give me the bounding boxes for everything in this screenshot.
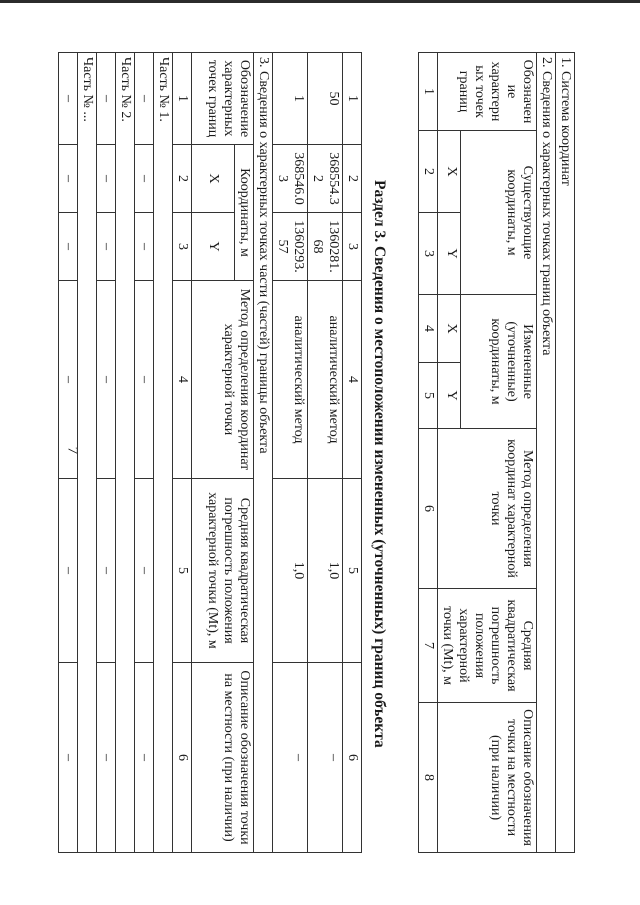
coord-x: 368546.03	[273, 145, 308, 213]
coord-y: 1360281.68	[308, 213, 343, 281]
point-id: 1	[273, 53, 308, 145]
col-number: 3	[343, 213, 362, 281]
cell: –	[59, 479, 78, 663]
cell: –	[135, 145, 154, 213]
table-caption-row	[556, 53, 575, 853]
cell: –	[59, 281, 78, 479]
col-number: 1	[419, 53, 438, 131]
header-x: X	[438, 295, 461, 363]
col-number: 4	[343, 281, 362, 479]
header-method: Метод определения координат характерной точки	[192, 281, 254, 479]
cell: –	[59, 145, 78, 213]
col-number: 4	[419, 295, 438, 363]
header-row	[461, 53, 537, 853]
coord-system-caption: 1. Система координат	[556, 53, 575, 853]
cell: –	[135, 281, 154, 479]
col-number: 2	[419, 131, 438, 213]
part-label: Часть № 1.	[154, 53, 173, 853]
header-error: Средняя квадратическая погрешность положения характерной точки (Mt), м	[192, 479, 254, 663]
coord-x: 368554.32	[308, 145, 343, 213]
table-caption-row	[254, 53, 273, 853]
col-number: 4	[173, 281, 192, 479]
cell: –	[59, 53, 78, 145]
cell: –	[97, 53, 116, 145]
top-border-line	[0, 0, 640, 3]
col-number: 5	[419, 363, 438, 429]
page-number: 7	[64, 446, 81, 455]
col-number: 6	[419, 429, 438, 589]
col-number: 8	[419, 703, 438, 853]
header-y: Y	[438, 213, 461, 295]
col-number: 5	[173, 479, 192, 663]
table-caption-row	[537, 53, 556, 853]
points-table	[58, 52, 362, 853]
section-3-block	[418, 52, 575, 853]
table-number-row	[419, 53, 438, 853]
coord-y: 1360293.57	[273, 213, 308, 281]
table-number-row	[343, 53, 362, 853]
cell: –	[135, 479, 154, 663]
col-number: 5	[343, 479, 362, 663]
cell: –	[135, 53, 154, 145]
table-row	[135, 53, 154, 853]
col-number: 6	[173, 663, 192, 853]
error: 1,0	[308, 479, 343, 663]
col-number: 7	[419, 589, 438, 703]
cell: –	[97, 145, 116, 213]
part-label: Часть № ...	[78, 53, 97, 853]
part-label-row	[116, 53, 135, 853]
header-point: Обозначение характерных точек границ	[192, 53, 254, 145]
section-3-title: Раздел 3. Сведения о местоположении измененных (уточненных) границ объекта	[371, 180, 388, 748]
cell: –	[135, 663, 154, 853]
col-number: 6	[343, 663, 362, 853]
header-point: Обозначение характерных точек границ	[438, 53, 537, 131]
point-id: 50	[308, 53, 343, 145]
part-label-row	[154, 53, 173, 853]
header-y: Y	[438, 363, 461, 429]
col-number: 1	[173, 53, 192, 145]
upper-tables-block	[58, 52, 362, 853]
header-changed-coords: Измененные (уточненные) координаты, м	[461, 295, 537, 429]
col-number: 1	[343, 53, 362, 145]
parts-table-caption: 3. Сведения о характерных точках части (частей) границы объекта	[254, 53, 273, 853]
cell: –	[135, 213, 154, 281]
header-existing-coords: Существующие координаты, м	[461, 131, 537, 295]
error: 1,0	[273, 479, 308, 663]
col-number: 2	[173, 145, 192, 213]
table-number-row	[173, 53, 192, 853]
table-row	[308, 53, 343, 853]
cell: –	[97, 281, 116, 479]
part-label-row	[78, 53, 97, 853]
description: –	[308, 663, 343, 853]
table-row	[273, 53, 308, 853]
header-description: Описание обозначения точки на местности (при наличии)	[192, 663, 254, 853]
part-label: Часть № 2.	[116, 53, 135, 853]
header-coords: Координаты, м	[235, 145, 254, 281]
cell: –	[97, 213, 116, 281]
table-row	[97, 53, 116, 853]
col-number: 2	[343, 145, 362, 213]
header-x: X	[192, 145, 235, 213]
header-y: Y	[192, 213, 235, 281]
cell: –	[97, 479, 116, 663]
table-row	[59, 53, 78, 853]
col-number: 3	[173, 213, 192, 281]
method: аналитический метод	[308, 281, 343, 479]
header-row	[235, 53, 254, 853]
changed-points-table	[418, 52, 575, 853]
cell: –	[97, 663, 116, 853]
cell: –	[59, 663, 78, 853]
header-x: X	[438, 131, 461, 213]
boundary-points-caption: 2. Сведения о характерных точках границ объекта	[537, 53, 556, 853]
method: аналитический метод	[273, 281, 308, 479]
header-method: Метод определения координат характерной точки	[438, 429, 537, 589]
col-number: 3	[419, 213, 438, 295]
header-description: Описание обозначения точки на местности (при наличии)	[438, 703, 537, 853]
cell: –	[59, 213, 78, 281]
header-error: Средняя квадратическая погрешность положения характерной точки (Mt), м	[438, 589, 537, 703]
description: –	[273, 663, 308, 853]
